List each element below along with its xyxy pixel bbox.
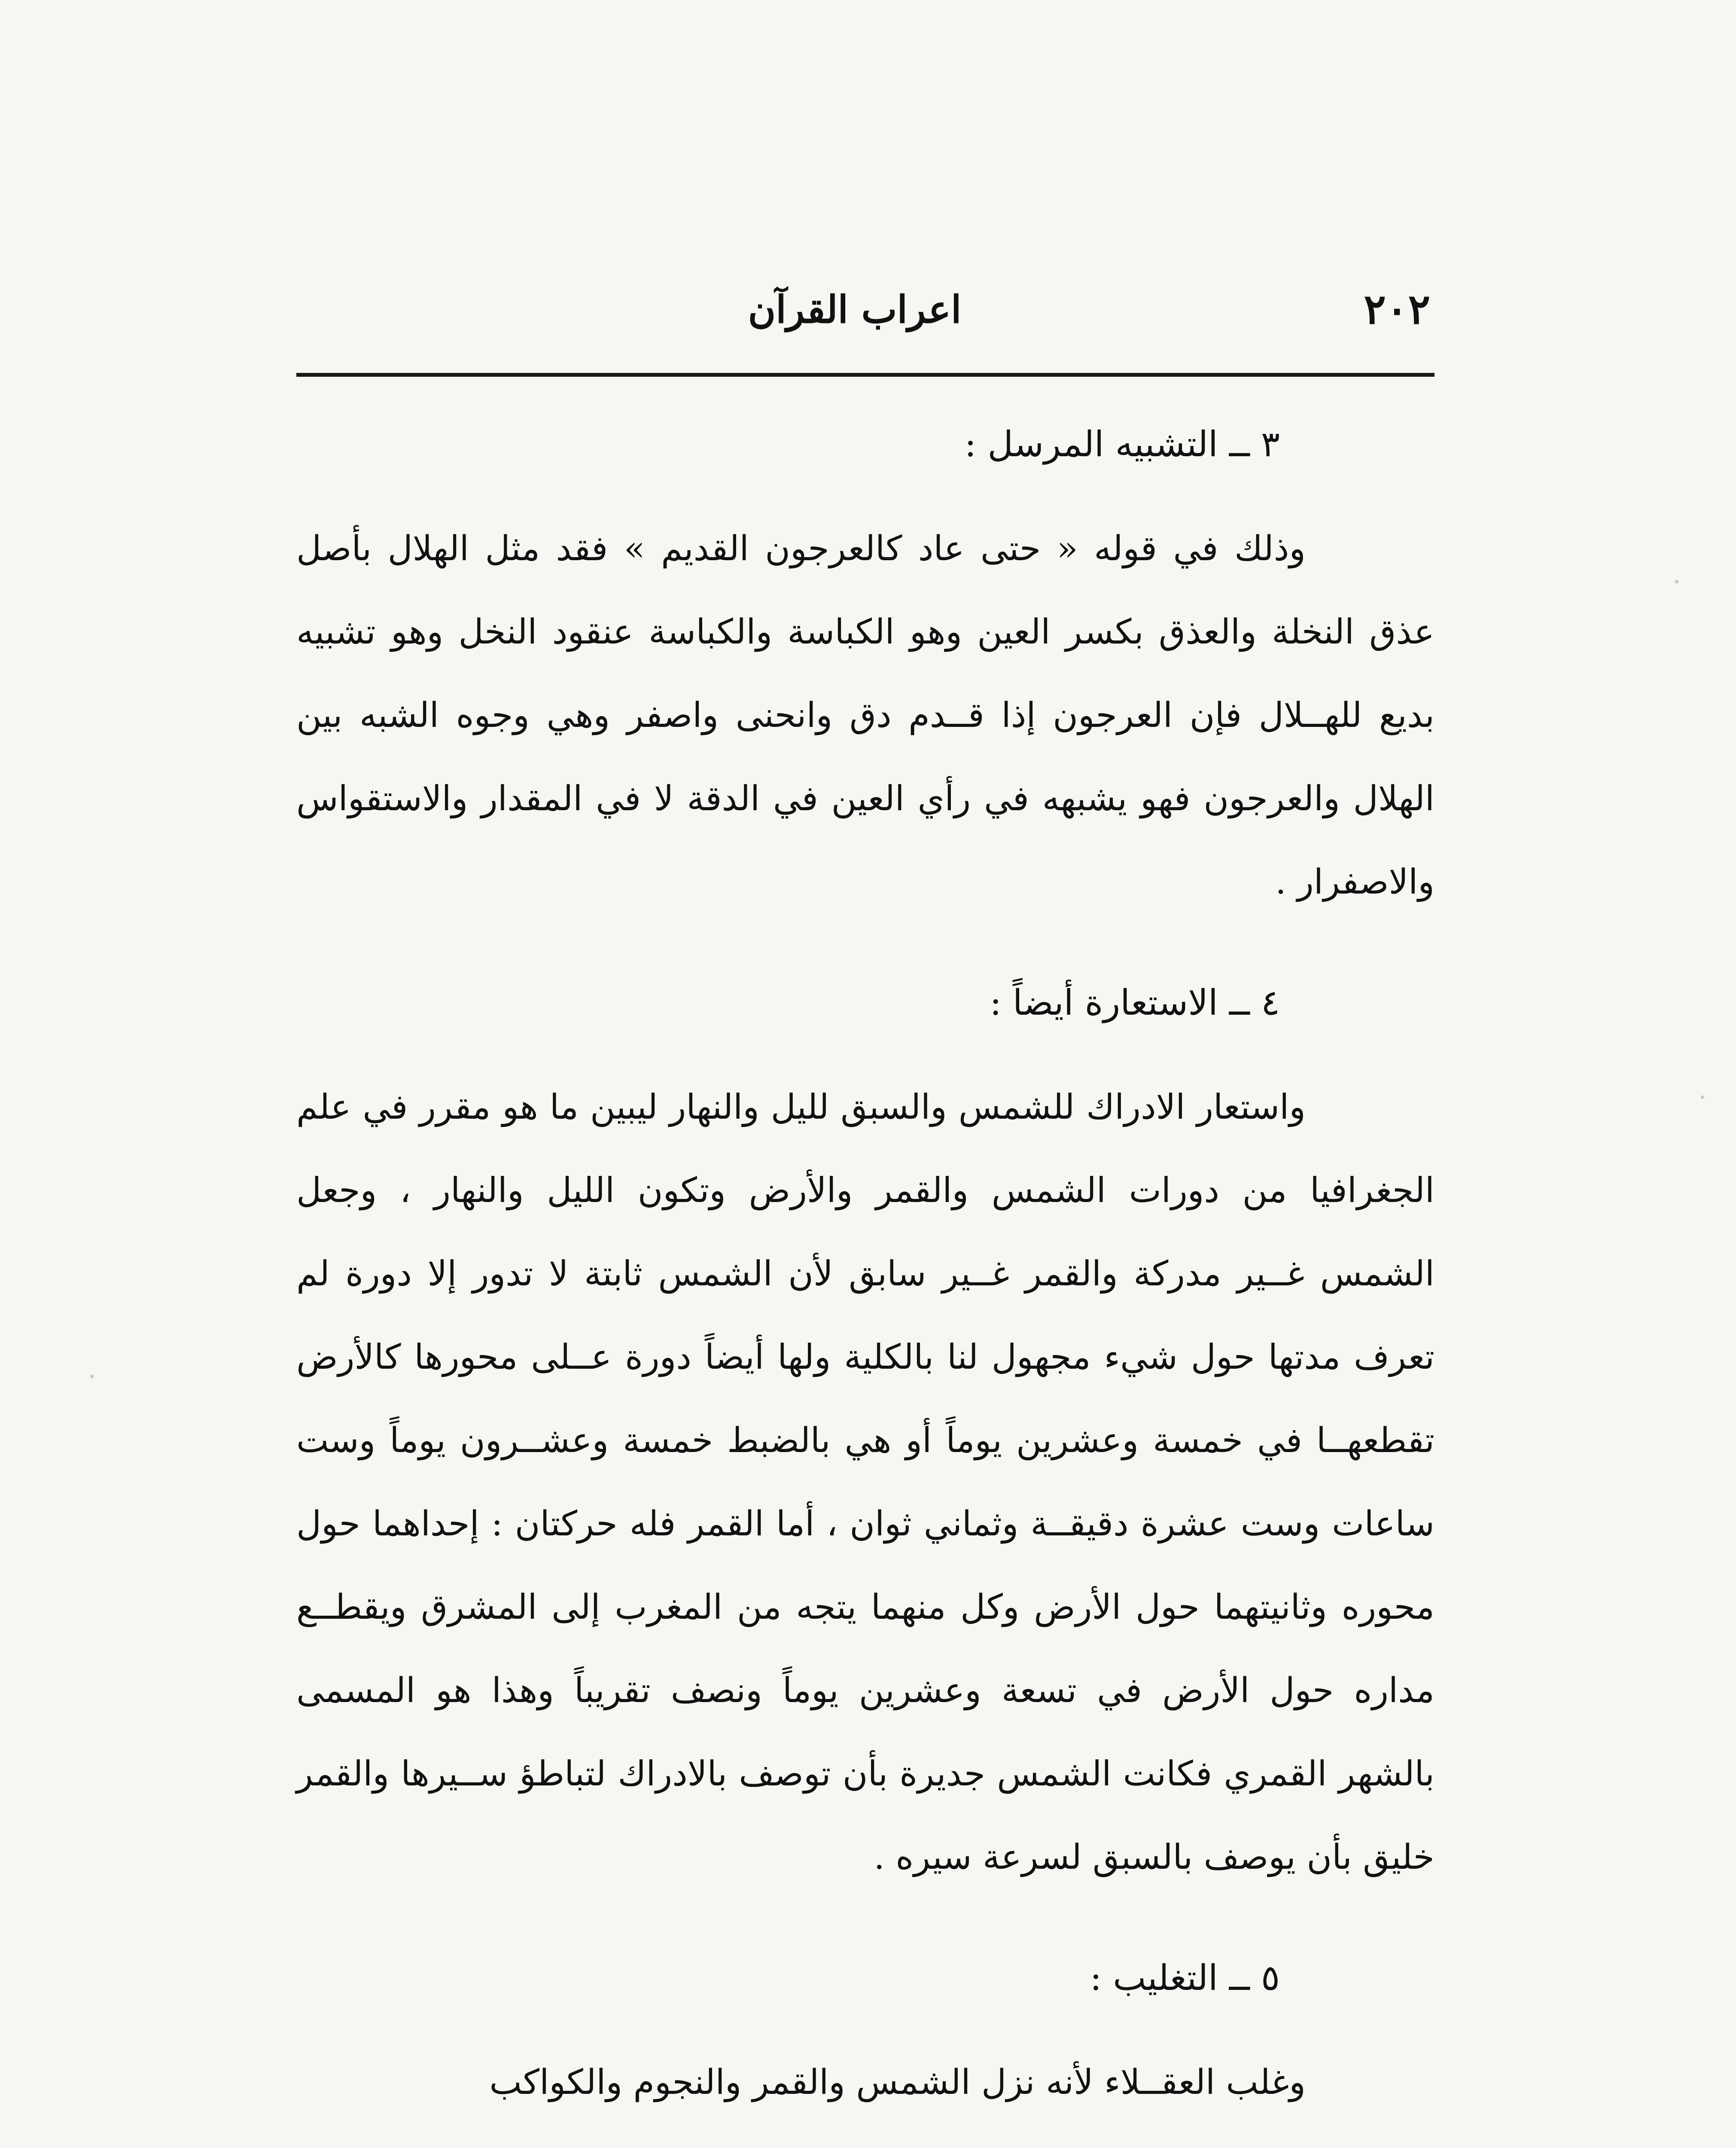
scan-speck [90,1375,94,1378]
scan-speck [1675,580,1678,583]
header-rule [296,373,1434,377]
section-paragraph-simile: وذلك في قوله « حتى عاد كالعرجون القديم » فقد مثل الهلال بأصل عذق النخلة والعذق بكسر العين وهو الكباسة والكباسة عنقود النخل وهو تشبيه بديع للهــلال فإن العرجون إذا قــدم دق وانحنى واصفر وهي وجوه الشبه بين الهلال والعرجون فهو يشبهه في رأي العين في الدقة لا في المقدار والاستقواس والاصفرار . [296,528,1434,902]
section-heading-taghlib: ٥ ــ التغليب : [1090,1958,1280,1998]
scan-speck [1701,1095,1704,1099]
section-heading-simile: ٣ ــ التشبيه المرسل : [964,424,1280,465]
section-paragraph-taghlib: وغلب العقــلاء لأنه نزل الشمس والقمر والنجوم والكواكب [489,2062,1306,2102]
page-number: ٢٠٢ [1364,285,1430,333]
page-body [296,404,1434,2124]
section-paragraph-metaphor: واستعار الادراك للشمس والسبق لليل والنهار ليبين ما هو مقرر في علم الجغرافيا من دورات الشمس والقمر والأرض وتكون الليل والنهار ، وجعل الشمس غــير مدركة والقمر غــير سابق لأن الشمس ثابتة لا تدور إلا دورة لم تعرف مدتها حول شيء مجهول لنا بالكلية ولها أيضاً دورة عــلى محورها كالأرض تقطعهــا في خمسة وعشرين يوماً أو هي بالضبط خمسة وعشــرون يوماً وست ساعات وست عشرة دقيقــة وثماني ثوان ، أما القمر فله حركتان : إحداهما حول محوره وثانيتهما حول الأرض وكل منهما يتجه من المغرب إلى المشرق ويقطــع مداره حول الأرض في تسعة وعشرين يوماً ونصف تقريباً وهذا هو المسمى بالشهر القمري فكانت الشمس جديرة بأن توصف بالادراك لتباطؤ ســيرها والقمر خليق بأن يوصف بالسبق لسرعة سيره . [296,1087,1435,1877]
page-header [296,279,1430,339]
section-heading-metaphor: ٤ ــ الاستعارة أيضاً : [990,982,1280,1023]
running-title: اعراب القرآن [748,287,962,332]
